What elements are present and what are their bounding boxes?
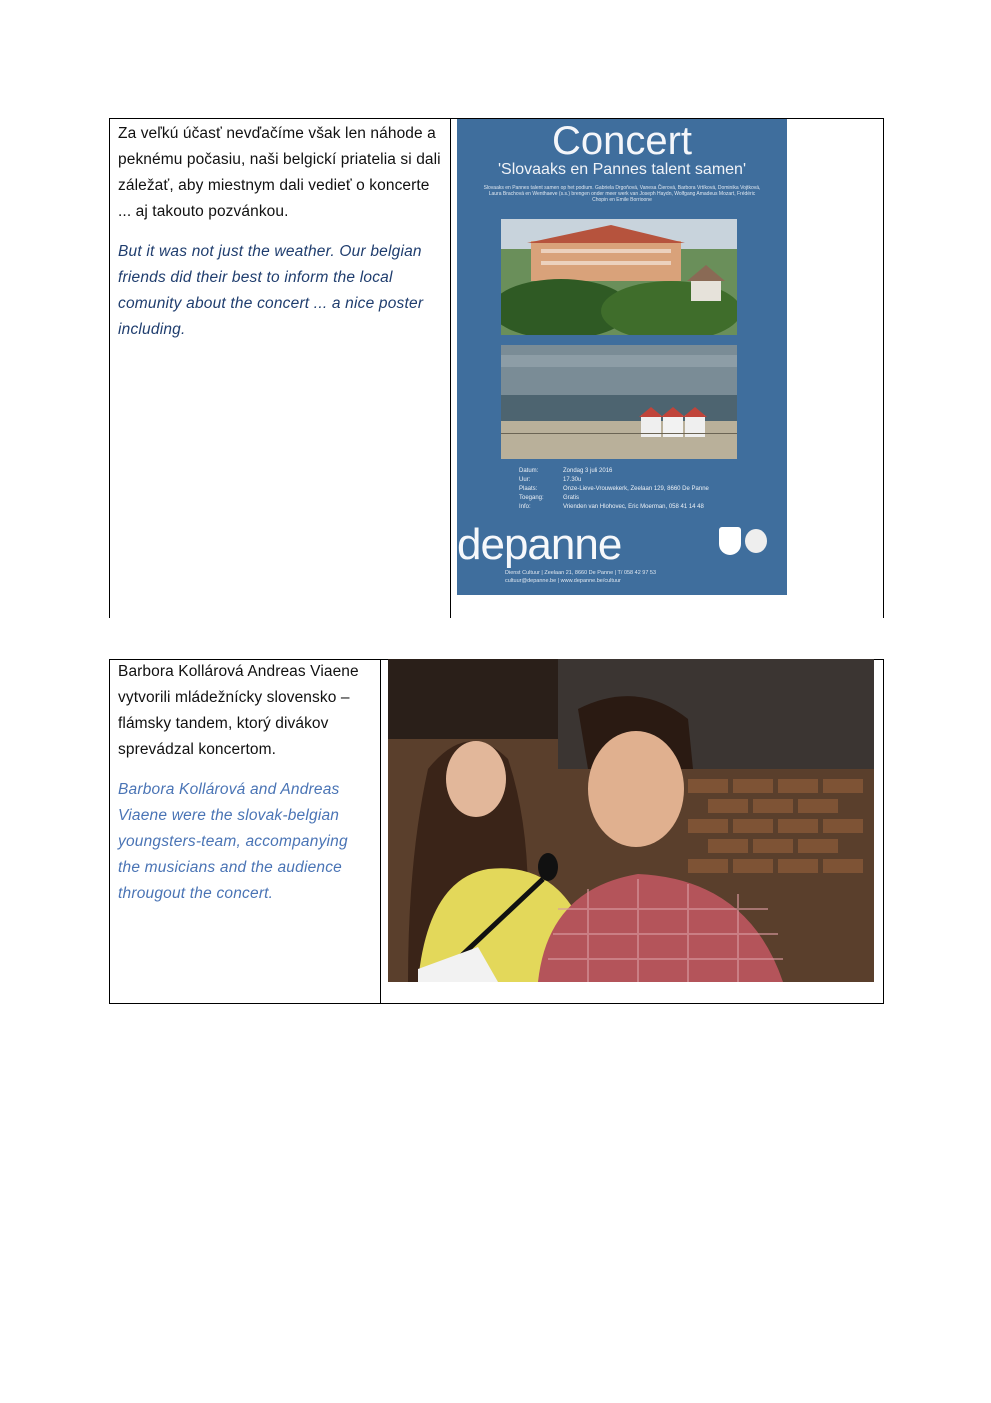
slovak-paragraph: Barbora Kollárová Andreas Viaene vytvorili mládežnícky slovensko – flámsky tandem, ktorý divákov sprevádzal koncertom. <box>118 663 359 758</box>
english-paragraph: Barbora Kollárová and Andreas Viaene were the slovak-belgian youngsters-team, accompanying the musicians and the audience througout the concert. <box>118 781 348 902</box>
poster-info-row: Plaats: Onze-Lieve-Vrouwekerk, Zeelaan 129, 8660 De Panne <box>519 486 709 492</box>
poster-photo-beach <box>501 345 737 459</box>
poster-info-row: Datum: Zondag 3 juli 2016 <box>519 468 613 474</box>
emblem-icon <box>745 529 767 553</box>
poster-subtitle: 'Slovaaks en Pannes talent samen' <box>497 161 747 178</box>
table-2-text-cell <box>110 660 380 1003</box>
poster-info-row: Toegang: Gratis <box>519 495 580 501</box>
poster-info-row: Uur: 17.30u <box>519 477 582 483</box>
poster-photo-castle <box>501 219 737 335</box>
coat-of-arms-icon <box>719 527 741 555</box>
column-divider <box>380 660 381 1003</box>
presenters-photo-drawing <box>388 659 874 982</box>
english-paragraph: But it was not just the weather. Our belgian friends did their best to inform the local comunity about the concert ... a nice poster including. <box>118 243 424 338</box>
poster-description: Slovaaks en Pannes talent samen op het podium. Gabriela Drgoňová, Vanesa Čierová, Barbora Vrtíková, Dominika Vojtková, Laura Brachová en Wenthaeve (s.s.) brengen onder meer werk van Joseph Haydn, Wolfgang Amadeus Mozart, Frédéric Chopin en Emile Borrioone <box>483 185 761 203</box>
slovak-paragraph: Za veľkú účasť nevďačíme však len náhode a peknému počasiu, naši belgickí priatelia si dali záležať, aby miestnym dali vedieť o koncerte ... aj takouto pozvánkou. <box>118 125 441 220</box>
table-1-text-cell <box>110 119 450 618</box>
concert-poster <box>457 119 787 595</box>
poster-logo: depanne <box>457 520 622 569</box>
presenters-photo <box>388 659 874 982</box>
poster-info-row: Info: Vrienden van Hlohovec, Eric Moerman, 058 41 14 48 <box>519 504 704 510</box>
poster-address: Dienst Cultuur | Zeelaan 21, 8660 De Panne | T/ 058 42 97 53 cultuur@depanne.be | www.depanne.be/cultuur <box>505 570 657 584</box>
column-divider <box>450 119 451 618</box>
poster-title: Concert <box>551 119 693 163</box>
poster-info <box>519 467 709 512</box>
